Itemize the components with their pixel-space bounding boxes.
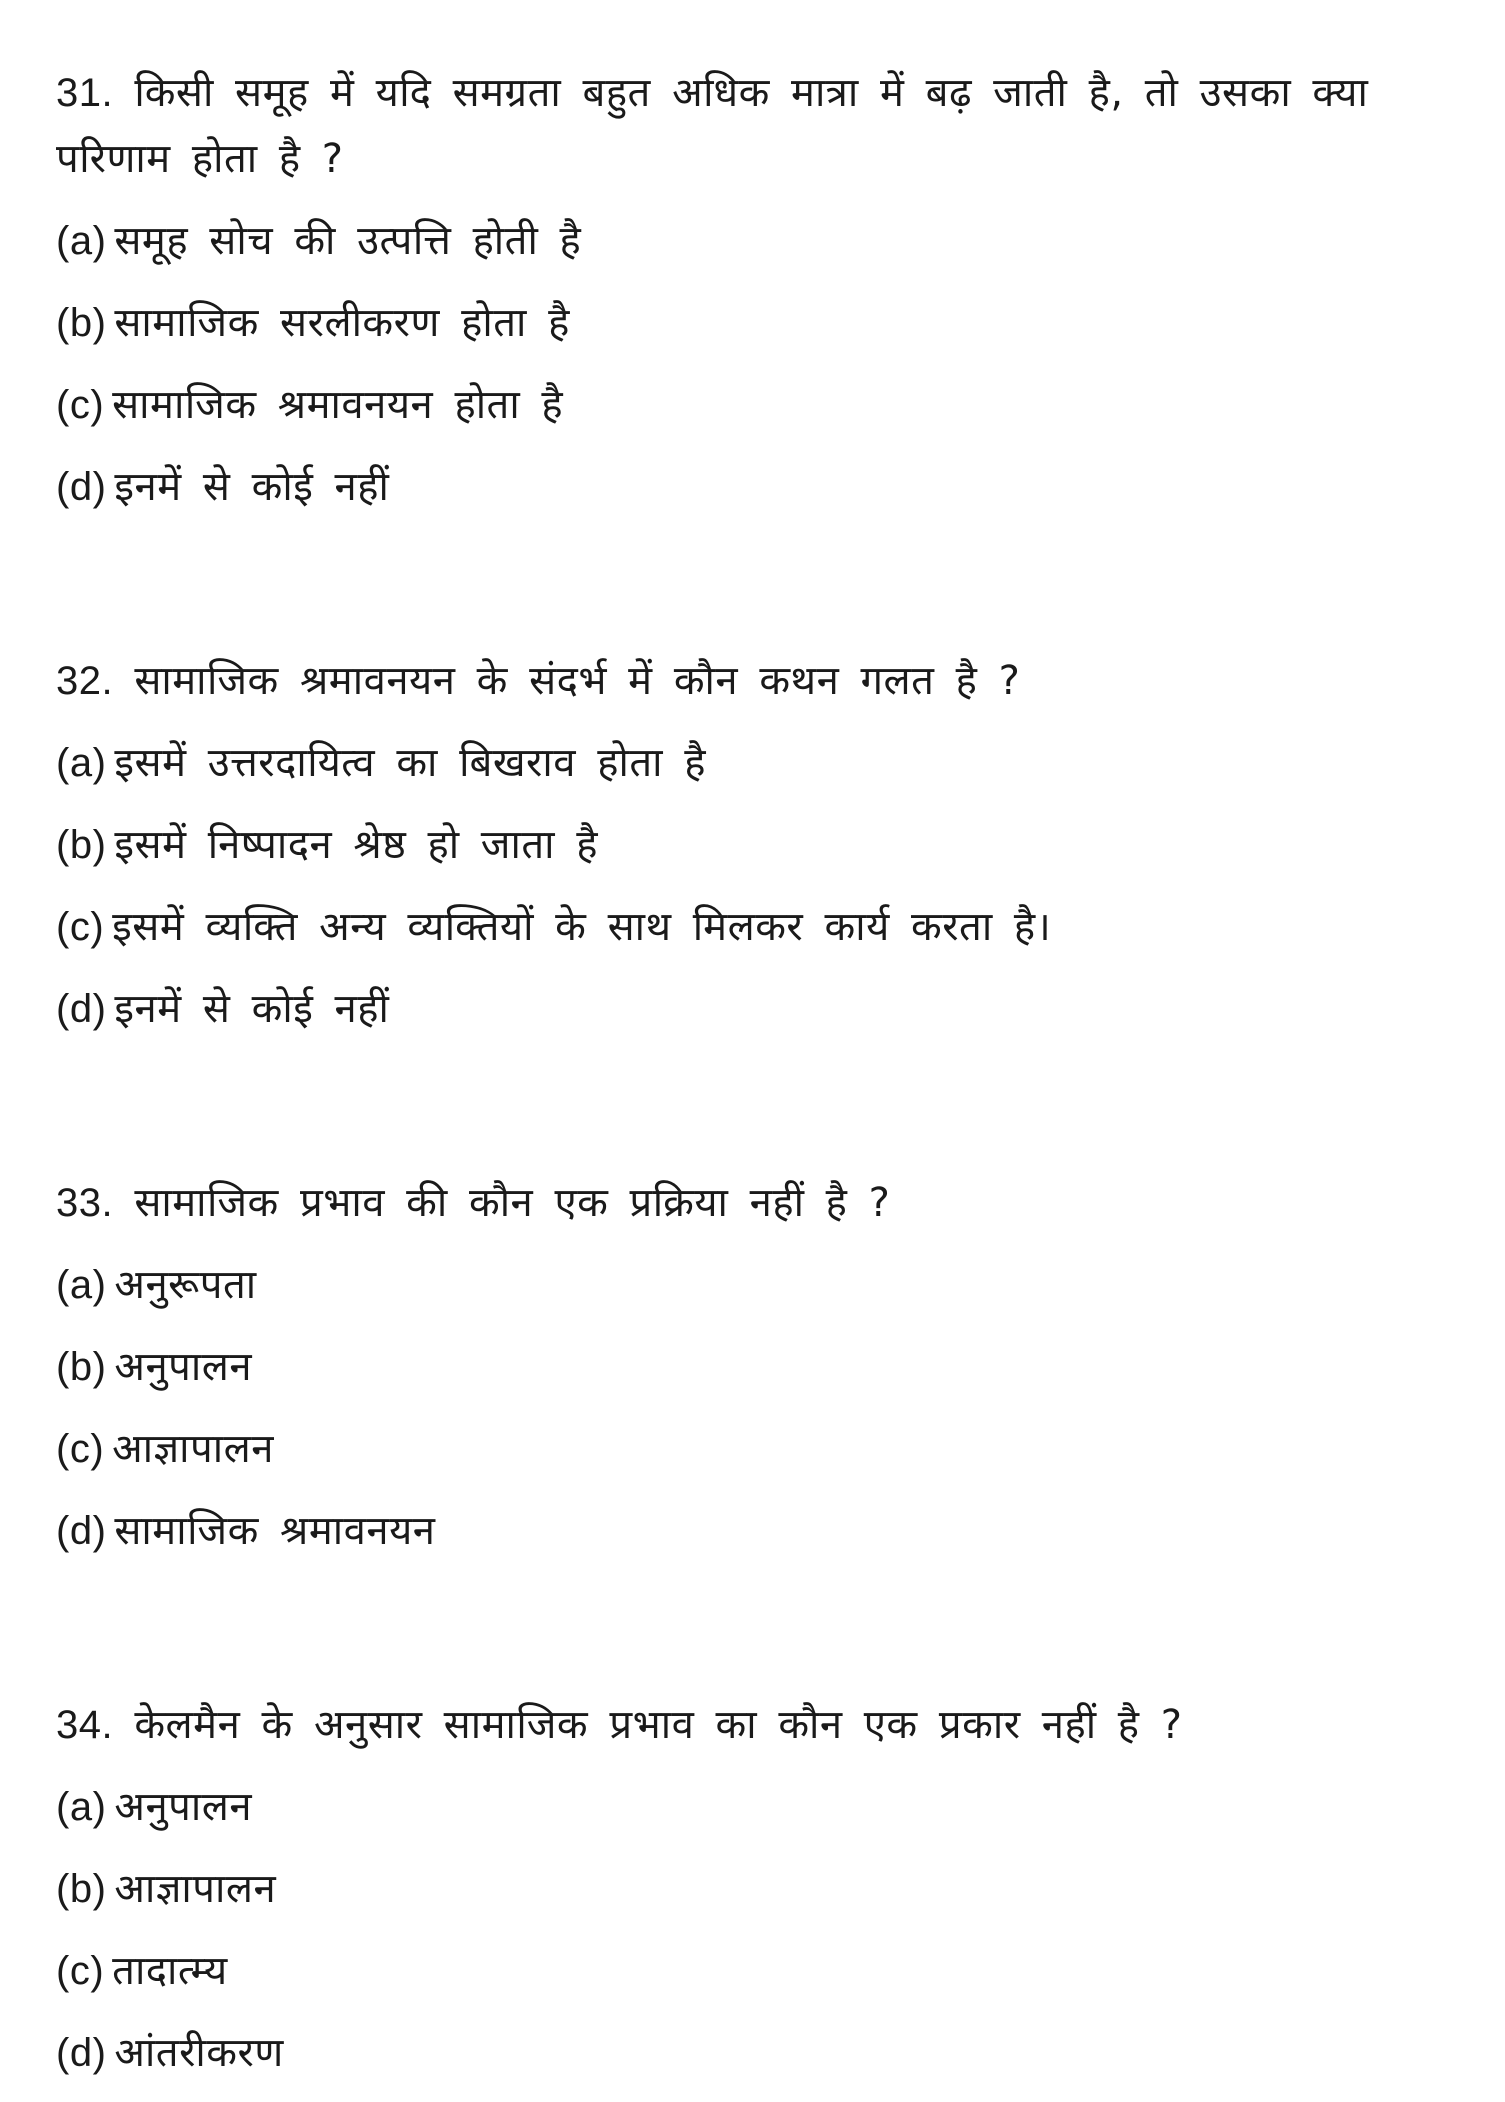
option-text: सामाजिक श्रमावनयन होता है (112, 382, 564, 428)
option-label: (a) (56, 741, 107, 785)
question-text (56, 648, 1456, 714)
question-text (56, 1170, 1456, 1236)
option-text: तादात्म्य (112, 1948, 228, 1994)
option-label: (c) (56, 1427, 105, 1471)
option-label: (b) (56, 1345, 107, 1389)
option-b (56, 1334, 1456, 1416)
question-number: 31. (56, 71, 114, 115)
option-b (56, 1856, 1456, 1938)
question-text (56, 60, 1456, 192)
question-31 (56, 60, 1456, 536)
option-d (56, 454, 1456, 536)
option-text: आज्ञापालन (112, 1426, 274, 1472)
question-text (56, 1692, 1456, 1758)
option-text: इनमें से कोई नहीं (114, 986, 390, 1032)
option-text: आंतरीकरण (114, 2030, 284, 2076)
question-body: सामाजिक प्रभाव की कौन एक प्रक्रिया नहीं है ? (134, 1180, 891, 1226)
option-text: अनुरूपता (114, 1262, 257, 1308)
option-c (56, 372, 1456, 454)
option-text: इनमें से कोई नहीं (114, 464, 390, 510)
option-label: (d) (56, 987, 107, 1031)
option-label: (d) (56, 2031, 107, 2075)
option-text: सामाजिक सरलीकरण होता है (114, 300, 570, 346)
option-label: (a) (56, 1785, 107, 1829)
option-label: (b) (56, 1867, 107, 1911)
question-body: सामाजिक श्रमावनयन के संदर्भ में कौन कथन गलत है ? (134, 658, 1021, 704)
option-d (56, 1498, 1456, 1580)
option-c (56, 1938, 1456, 2020)
option-a (56, 730, 1456, 812)
question-body: किसी समूह में यदि समग्रता बहुत अधिक मात्रा में बढ़ जाती है, तो उसका क्या परिणाम होता है ? (56, 70, 1369, 182)
option-label: (a) (56, 219, 107, 263)
option-label: (b) (56, 301, 107, 345)
question-34 (56, 1692, 1456, 2102)
option-text: अनुपालन (114, 1344, 253, 1390)
option-text: आज्ञापालन (114, 1866, 277, 1912)
option-label: (d) (56, 1509, 107, 1553)
option-text: इसमें व्यक्ति अन्य व्यक्तियों के साथ मिलकर कार्य करता है। (112, 904, 1052, 950)
question-33 (56, 1170, 1456, 1580)
option-label: (c) (56, 1949, 105, 1993)
option-b (56, 812, 1456, 894)
question-32 (56, 648, 1456, 1058)
option-d (56, 976, 1456, 1058)
question-body: केलमैन के अनुसार सामाजिक प्रभाव का कौन एक प्रकार नहीं है ? (134, 1702, 1183, 1748)
option-c (56, 1416, 1456, 1498)
question-number: 32. (56, 659, 114, 703)
question-number: 34. (56, 1703, 114, 1747)
option-b (56, 290, 1456, 372)
option-text: अनुपालन (114, 1784, 253, 1830)
question-sheet (56, 60, 1456, 2102)
option-d (56, 2020, 1456, 2102)
option-a (56, 1774, 1456, 1856)
option-c (56, 894, 1456, 976)
option-label: (a) (56, 1263, 107, 1307)
option-label: (c) (56, 383, 105, 427)
option-text: इसमें निष्पादन श्रेष्ठ हो जाता है (114, 822, 598, 868)
option-label: (c) (56, 905, 105, 949)
question-number: 33. (56, 1181, 114, 1225)
option-label: (b) (56, 823, 107, 867)
option-label: (d) (56, 465, 107, 509)
option-a (56, 1252, 1456, 1334)
option-text: इसमें उत्तरदायित्व का बिखराव होता है (114, 740, 706, 786)
option-text: सामाजिक श्रमावनयन (114, 1508, 436, 1554)
option-text: समूह सोच की उत्पत्ति होती है (114, 218, 582, 264)
option-a (56, 208, 1456, 290)
